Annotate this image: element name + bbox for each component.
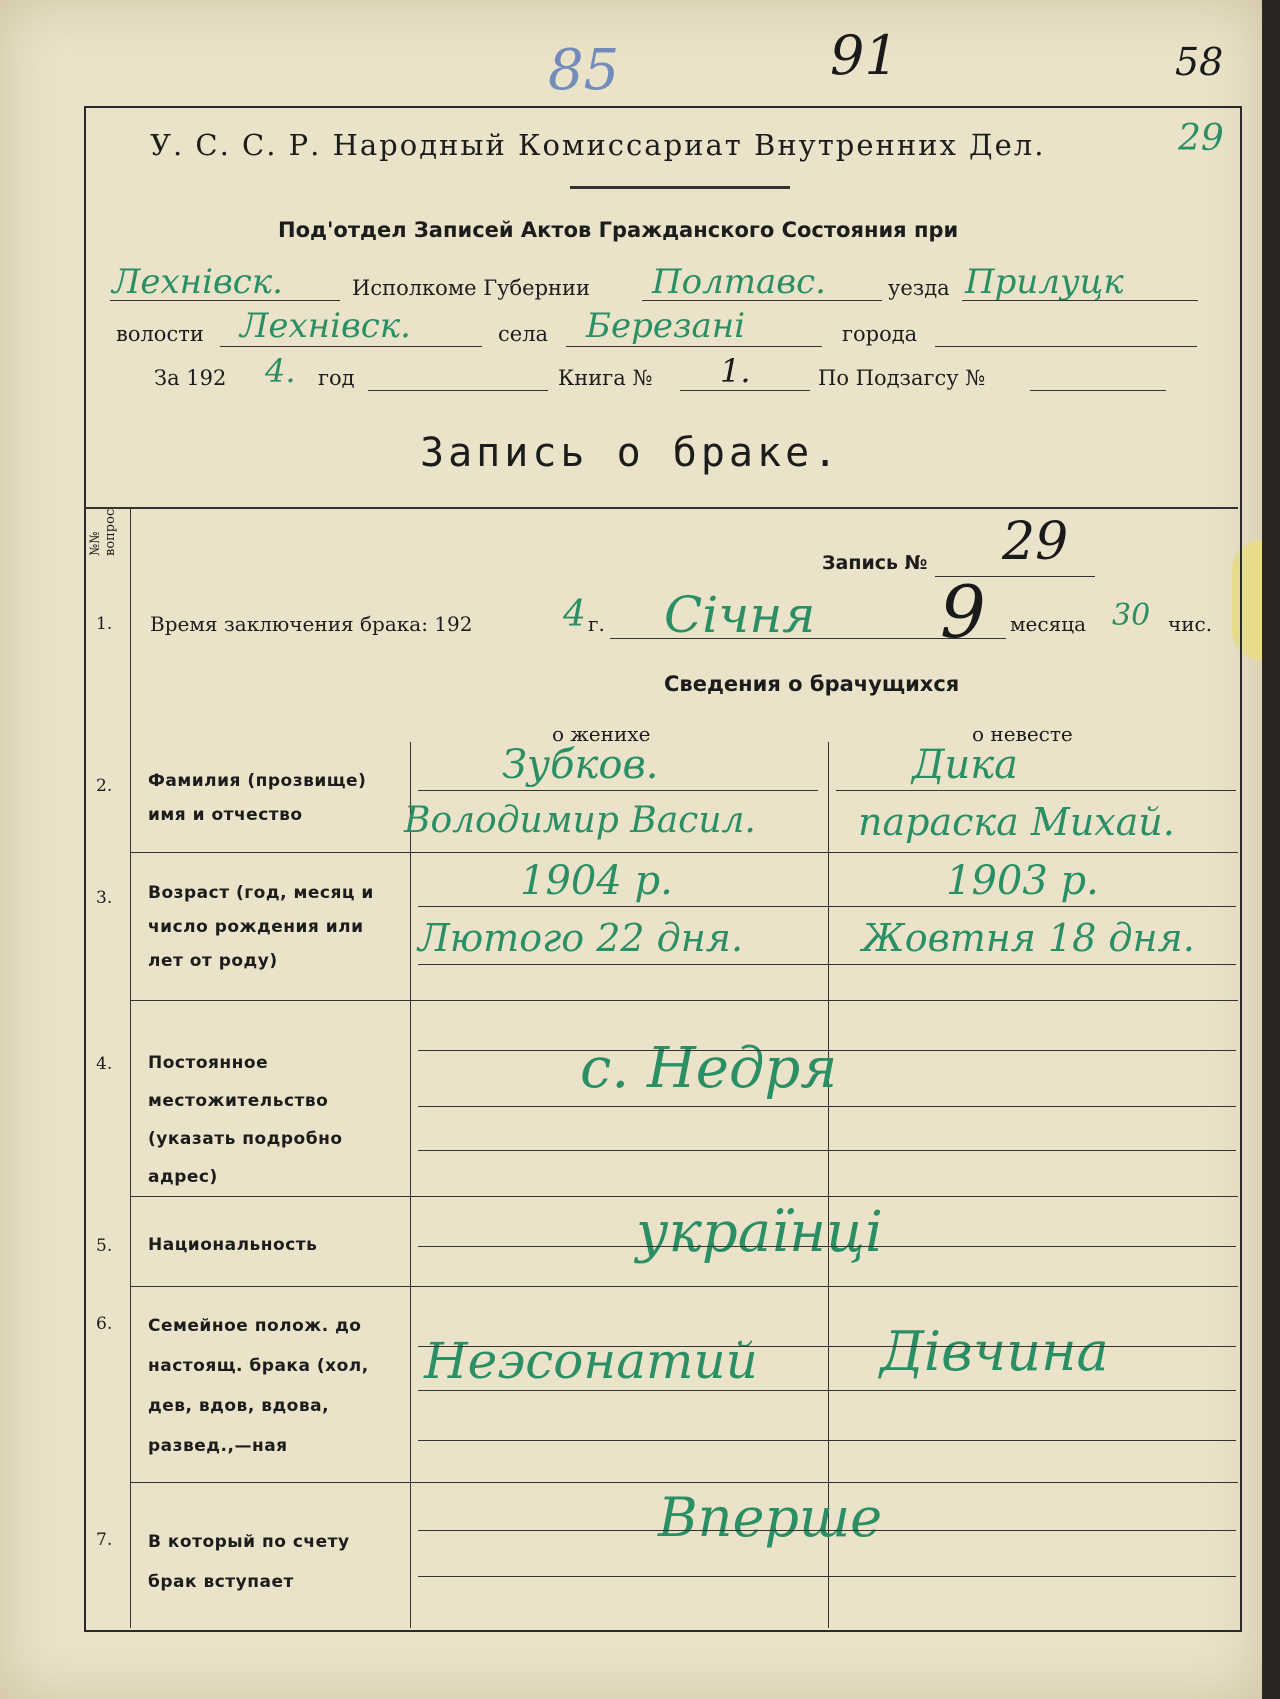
ispolkom-label: Исполкоме Губернии [352,276,591,300]
kniga-label: Книга № [558,366,653,390]
row4-shared-handwritten: с. Недря [580,1036,838,1101]
row3-rule-b [418,964,1236,965]
kniga-line [680,390,810,391]
row7-label: В который по счету брак вступает [148,1532,350,1592]
volost-line [220,346,482,347]
row3-groom-line1: 1904 р. [520,858,673,904]
title-divider [570,186,790,189]
podsacu-label: По Подзагсу № [818,366,986,390]
groom-column-header: о женихе [552,722,651,746]
row7-number: 7. [96,1530,113,1550]
q1-label: Время заключения брака: 192 [150,612,473,636]
gubernia-line [642,300,882,301]
selo-handwritten: Березані [586,306,746,346]
record-number-handwritten: 29 [1002,512,1069,572]
row2-groom-line1: Зубков. [502,742,659,788]
volost-handwritten: Лехнівск. [240,306,411,346]
row2-bride-line2: параска Михай. [858,800,1175,844]
row7-shared-handwritten: Вперше [658,1486,883,1549]
q1-chis-label: чис. [1168,612,1213,636]
row3-groom-line2: Лютого 22 дня. [418,916,744,960]
year-handwritten: 4. [265,352,296,390]
god-label: год [318,366,355,390]
row4-rule-c [418,1150,1236,1151]
q1-year-handwritten: 4 [563,594,586,635]
row6-number: 6. [96,1314,113,1334]
form-title: У. С. С. Р. Народный Комиссариат Внутренних Дел. [150,128,1046,162]
row3-rule-a [418,906,1236,907]
q1-number: 1. [96,614,113,634]
row6-label: Семейное полож. до настоящ. брака (хол, дев, вдов, вдова, развед.,—ная [148,1316,369,1456]
row7-rule-b [418,1576,1236,1577]
selo-line [566,346,822,347]
row4-bottom-rule [130,1196,1238,1197]
q1-mark-handwritten: 9 [940,570,986,654]
row3-number: 3. [96,888,113,908]
place-line [110,300,340,301]
row5-label: Национальность [148,1235,318,1255]
record-number-label: Запись № [822,552,928,574]
row6-bottom-rule [130,1482,1238,1483]
row2-bride-line1: Дика [912,742,1019,788]
row2-rule-b [836,790,1236,791]
volost-label: волости [116,322,204,346]
row2-groom-line2: Володимир Васил. [404,800,756,841]
row6-groom-handwritten: Неэсонатий [424,1332,758,1390]
row4-rule-b [418,1106,1236,1107]
q1-day-handwritten: 30 [1112,598,1151,633]
form-title-number: 29 [1178,118,1224,159]
row4-label: Постоянное местожительство (указать подробно адрес) [148,1053,343,1187]
bride-column-header: о невесте [972,722,1073,746]
row3-bride-line2: Жовтня 18 дня. [862,916,1195,960]
row5-rule-a [418,1246,1236,1247]
row6-rule-b [418,1390,1236,1391]
archive-number-blue: 85 [548,38,620,103]
row5-bottom-rule [130,1286,1238,1287]
row6-rule-a [418,1346,1236,1347]
uezd-line [962,300,1198,301]
row6-rule-c [418,1440,1236,1441]
god-line [368,390,548,391]
row3-bottom-rule [130,1000,1238,1001]
row2-label: Фамилия (прозвище) имя и отчество [148,771,367,825]
place-handwritten: Лехнівск. [112,262,283,302]
row2-bottom-rule [130,852,1238,853]
row7-rule-a [418,1530,1236,1531]
year-label: За 192 [154,366,227,390]
question-number-header: №№ вопрос [88,508,118,556]
archive-number-black: 91 [830,24,899,87]
label-column-rule [410,742,411,1628]
row5-shared-handwritten: українці [636,1200,883,1265]
bleed-through-text [1080,170,1230,196]
q1-line [610,638,1006,639]
page-corner-number: 58 [1175,40,1224,84]
row6-bride-handwritten: Дівчина [880,1320,1109,1383]
q1-month-handwritten: Січня [664,586,816,644]
gubernia-handwritten: Полтавс. [652,262,826,302]
question-number-column-rule [130,507,131,1628]
row4-rule-a [418,1050,1236,1051]
row2-rule-a [418,790,818,791]
table-top-rule [84,507,1238,509]
uezd-handwritten: Прилуцк [965,262,1124,302]
uezd-label: уезда [888,276,950,300]
row3-bride-line1: 1903 р. [946,858,1099,904]
kniga-handwritten: 1. [720,352,751,390]
q1-g-label: г. [588,612,605,636]
row3-label: Возраст (год, месяц и число рождения или лет от роду) [148,883,374,971]
selo-label: села [498,322,549,346]
record-title: Запись о браке. [420,430,842,476]
gorod-line [935,346,1197,347]
q1-month-label: месяца [1010,612,1086,636]
form-subtitle: Под'отдел Записей Актов Гражданского Состояния при [278,218,959,242]
gorod-label: города [842,322,918,346]
row2-number: 2. [96,776,113,796]
row4-number: 4. [96,1054,113,1074]
row5-number: 5. [96,1236,113,1256]
podsacu-line [1030,390,1166,391]
section-title: Сведения о брачущихся [664,672,960,696]
